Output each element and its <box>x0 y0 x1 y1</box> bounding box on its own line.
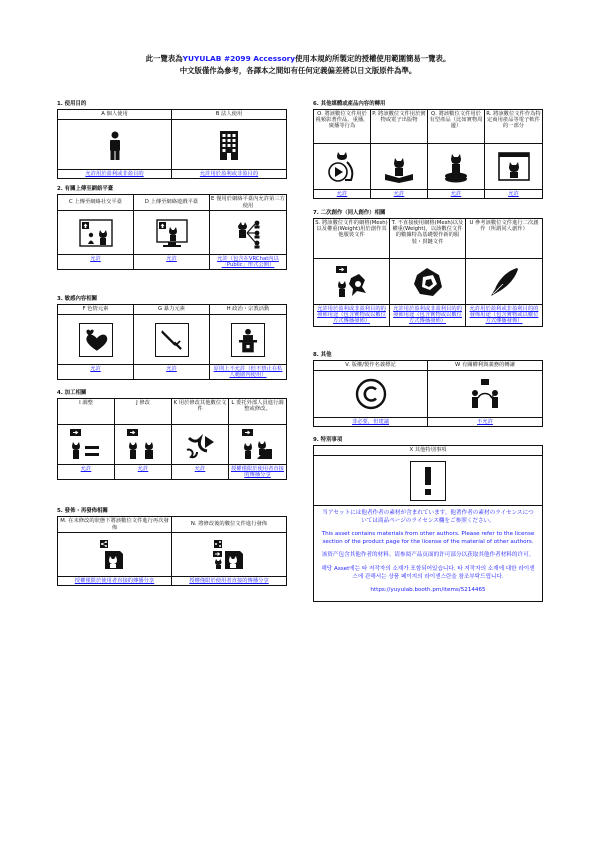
section-usage-purpose <box>57 101 287 179</box>
distribute-modified-icon <box>172 533 286 577</box>
cell-mesh-clothing <box>314 219 390 326</box>
cell-status: 允許用於盈利或非盈利目的的發佈用途（包含實物或以數位方式傳播發佈） <box>469 306 539 325</box>
media-table <box>313 109 543 199</box>
upload-social-icon <box>58 211 133 255</box>
cell-head: F 色情元素 <box>58 305 133 315</box>
section-title: 9. 特別事項 <box>313 437 343 443</box>
hearts-icon <box>58 315 133 365</box>
exclamation-icon <box>314 456 542 506</box>
cell-video <box>314 110 371 198</box>
cell-status: 允許（包含在VRChat內以「Public」形式公開） <box>217 256 279 269</box>
upload-table <box>57 194 287 270</box>
product-url-link[interactable]: https://yuyulab.booth.pm/items/5214465 <box>370 587 486 594</box>
derivative-table <box>313 218 543 327</box>
cell-status: 允許 <box>194 466 206 472</box>
cell-modify <box>115 399 172 479</box>
cell-status: 允許 <box>137 466 149 472</box>
usage-table <box>57 109 287 179</box>
book-icon <box>371 144 427 190</box>
section-special-notes <box>313 437 543 602</box>
cell-head: T. 不直接使用網格(Mesh)以及權重(Weight)，以該數位文件的數據特為基礎製作新的服裝・貫鏈文件 <box>390 219 465 259</box>
note-japanese: 当アセットには他者作者の素材が含まれています。他著作者の素材のライセンスについては商品ページのライセンス欄をご参照ください。 <box>322 510 534 524</box>
other-table <box>313 360 543 427</box>
cell-status: 允許用於盈利或非盈利目的的發佈用途（包含實物或以數位方式傳播發佈） <box>393 306 462 325</box>
section-title: 3. 敏感內容相關 <box>57 296 98 302</box>
cell-head: C 上傳至網絡社交平臺 <box>58 195 133 211</box>
section-title: 6. 其他媒體或產品內容的轉用 <box>313 101 386 107</box>
cell-head: I 調整 <box>58 399 114 425</box>
sensitive-table <box>57 304 287 380</box>
other-data-icon <box>172 425 228 465</box>
building-icon <box>172 120 286 170</box>
texture-icon <box>390 259 465 305</box>
outsource-icon <box>229 425 286 465</box>
section-distribution <box>57 508 287 586</box>
cell-head: N. 將修改後的數位文件進行發佈 <box>172 517 286 533</box>
cell-head: J 修改 <box>115 399 171 425</box>
cell-status: 允許用於盈利或非盈目的 <box>85 171 144 177</box>
cell-status: 授權僅限於使用者直接的傳播分享 <box>231 466 284 479</box>
cell-status: 允許用於盈利或非盈目的 <box>199 171 259 177</box>
section-title: 8. 其他 <box>313 352 332 358</box>
product-name: YUYULAB #2099 Accessory <box>182 54 296 63</box>
section-sensitive-content <box>57 296 287 380</box>
section-title: 7. 二次創作（同人創作）相關 <box>313 210 386 216</box>
cell-status: 允許 <box>450 191 462 197</box>
cell-head: M. 在未修改的狀態下將該數位文件進行再次發佈 <box>58 517 171 533</box>
cell-copyright <box>314 361 428 426</box>
cell-status: 允許 <box>508 191 519 197</box>
cell-head: U 參考該數位文件進行二次創作（所謂同人創作） <box>466 219 542 259</box>
pen-nib-icon <box>466 259 542 305</box>
cell-head: S. 將該數位文件的網格(Mesh)以及權重(Weight)用於創作其他服裝文件 <box>314 219 389 259</box>
section-title: 2. 有關上傳至網絡平臺 <box>57 186 114 192</box>
share-network-icon <box>210 211 286 255</box>
section-title: 5. 發佈・再發佈相關 <box>57 508 108 514</box>
cell-head: H 政治・宗教活動 <box>210 305 286 315</box>
person-icon <box>58 120 171 170</box>
section-title: 1. 使用目的 <box>57 101 87 107</box>
cell-sexual <box>58 305 134 379</box>
cell-status: 允許 <box>80 466 92 472</box>
cell-book <box>371 110 428 198</box>
cell-head: A 個人使用 <box>58 110 171 120</box>
software-icon <box>485 144 542 190</box>
section-upload <box>57 186 287 270</box>
cell-violence <box>134 305 210 379</box>
cell-status: 允許 <box>166 366 177 372</box>
cell-head: E 僅用於網絡平臺內允許第三方使用 <box>210 195 286 211</box>
cell-status: 授權僅限於使用者直接的傳播分享 <box>189 578 269 584</box>
cell-upload-social <box>58 195 134 269</box>
cell-status: 允許 <box>393 191 405 197</box>
processing-table <box>57 398 287 480</box>
section-media-use <box>313 101 543 199</box>
page-header <box>0 53 596 77</box>
cell-redistribute <box>58 517 172 585</box>
note-english: This asset contains materials from other authors. Please refer to the license section of the product page for the license of the material of other authors. <box>321 531 535 545</box>
cell-head: W 有關權利與義務的轉讓 <box>428 361 542 371</box>
cell-status: 原則上不允許（但不禁止在私人範圍內使用） <box>213 366 283 379</box>
cell-status: 允許 <box>90 366 101 372</box>
header-pre: 此一覽表為 <box>145 54 183 63</box>
figure-icon <box>428 144 484 190</box>
cell-status: 非必要，但建議 <box>351 419 390 425</box>
special-notes-text <box>314 506 542 601</box>
redistribute-icon <box>58 533 171 577</box>
section-other <box>313 352 543 427</box>
cell-third-party-use <box>210 195 286 269</box>
section-derivative-works <box>313 210 543 327</box>
note-korean: 해당 Asset에는 타 저작자의 소재가 포함되어있습니다. 타 저작자의 소재에 대한 라이센스에 관해서는 상품 페이지의 라이센스란을 참조부탁드립니다. <box>321 565 535 580</box>
cell-head: L 委托外部人員進行調整或修改。 <box>229 399 286 425</box>
cell-status: 允許用於盈利或非盈利目的的發佈用途（包含實物或以數位方式傳播發佈） <box>317 306 386 325</box>
cell-corporate-use <box>172 110 286 178</box>
cell-head: R. 將該數位文件作為特定商用產品等電子軟件的一部分 <box>485 110 542 144</box>
cell-other-data <box>172 399 229 479</box>
cell-head: K 用於修改其他數位文件 <box>172 399 228 425</box>
header-line-1 <box>0 53 596 65</box>
podium-icon <box>210 315 286 365</box>
adjust-icon <box>58 425 114 465</box>
cell-distribute-modified <box>172 517 286 585</box>
cell-head: Q. 將該數位文件用於有型產品（比如實物周邊） <box>428 110 484 144</box>
distribution-table <box>57 516 287 586</box>
special-head: X 其他特別事項 <box>314 446 542 456</box>
header-line-2: 中文版僅作為參考，各譯本之間如有任何定義偏差將以日文版原件為準。 <box>179 66 417 75</box>
cell-figure <box>428 110 485 198</box>
cell-personal-use <box>58 110 172 178</box>
upload-game-icon <box>134 211 209 255</box>
cell-head: B 法人使用 <box>172 110 286 120</box>
cell-political-religious <box>210 305 286 379</box>
knife-icon <box>134 315 209 365</box>
cell-texture <box>390 219 466 326</box>
cell-status: 允許 <box>166 256 177 262</box>
section-title: 4. 加工相關 <box>57 390 87 396</box>
special-notes-box <box>313 445 543 602</box>
cell-status: 授權僅限於使用者直接的傳播分享 <box>74 578 155 584</box>
header-post: 使用本規約所製定的授權使用範圍簡易一覽表。 <box>295 54 451 63</box>
cell-head: O. 將該數位文件用於視頻影著作品，重播，廣播等行為 <box>314 110 370 144</box>
transfer-icon <box>428 371 542 418</box>
cell-head: V. 版權/製作名義標記 <box>314 361 427 371</box>
cell-outsource <box>229 399 286 479</box>
note-chinese: 该资产包含其他作者的材料。请参阅产品页面的许可部分以获取其他作者材料的许可。 <box>321 552 535 559</box>
copyright-icon <box>314 371 427 418</box>
cell-head: D 上傳至網絡遊戲平臺 <box>134 195 209 211</box>
cell-adjust <box>58 399 115 479</box>
cell-head: G 暴力元素 <box>134 305 209 315</box>
cell-status: 允許 <box>90 256 101 262</box>
modify-icon <box>115 425 171 465</box>
video-icon <box>314 144 370 190</box>
cell-head: P. 將該數位文件用於實物或電子出版物 <box>371 110 427 144</box>
cell-status: 不允許 <box>477 419 493 425</box>
section-processing <box>57 390 287 480</box>
cell-status: 允許 <box>336 191 348 197</box>
mesh-clothing-icon <box>314 259 389 305</box>
cell-upload-game <box>134 195 210 269</box>
cell-rights-transfer <box>428 361 542 426</box>
cell-software <box>485 110 542 198</box>
cell-fan-work <box>466 219 542 326</box>
